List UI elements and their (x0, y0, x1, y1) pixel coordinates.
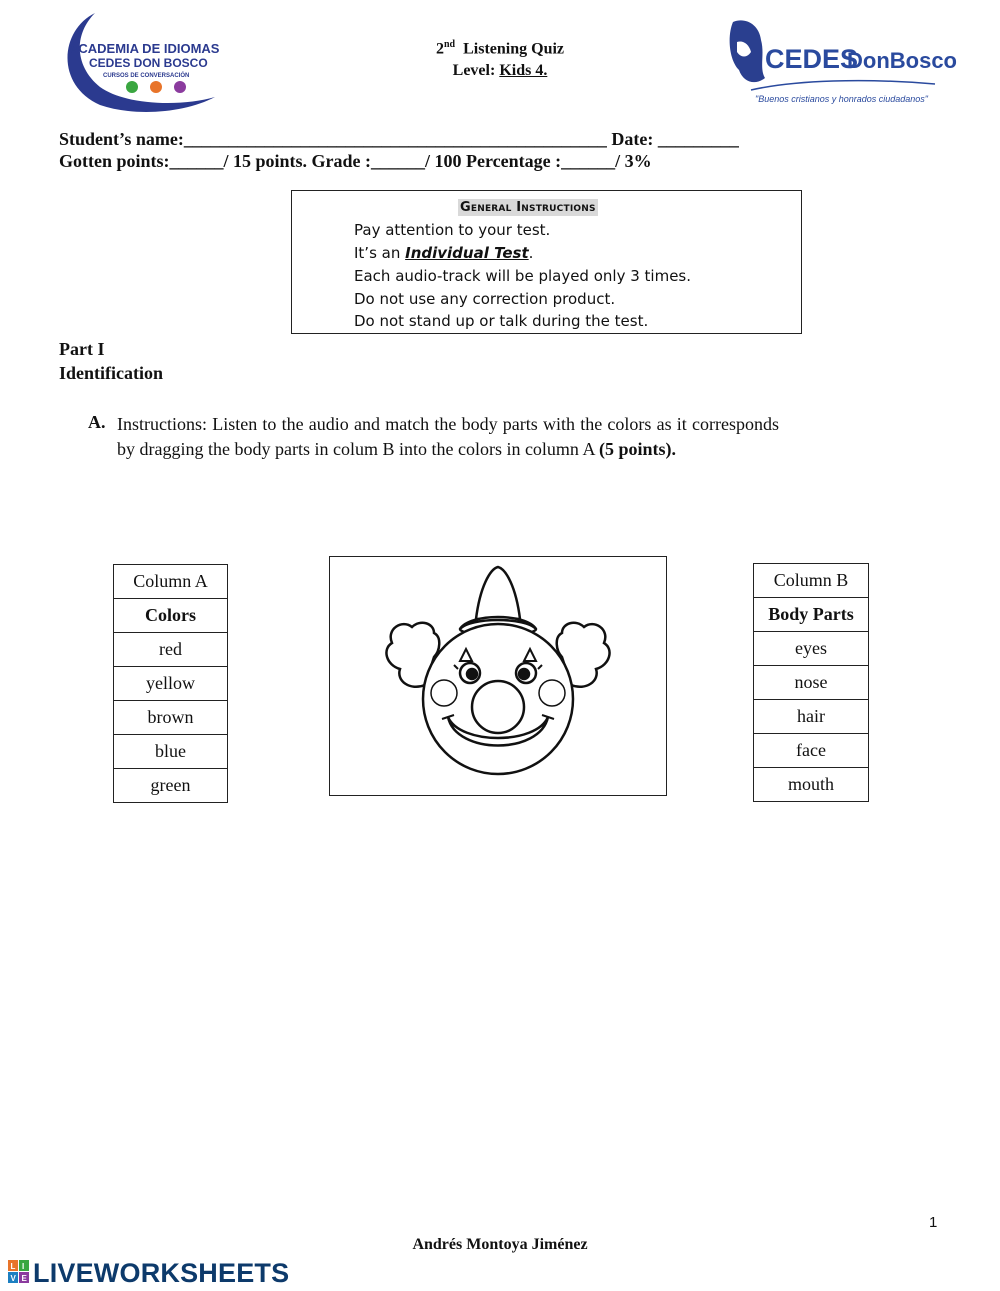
svg-text:E: E (21, 1274, 27, 1283)
svg-text:V: V (10, 1274, 16, 1283)
logo-right-motto: "Buenos cristianos y honrados ciudadanos" (755, 94, 928, 104)
section-a-instructions: Instructions: Listen to the audio and match the body parts with the colors as it corresponds by dragging the body parts in colum B into the colors in column A (5 points). (117, 414, 779, 459)
column-b-header: Body Parts (754, 598, 869, 632)
page-number: 1 (929, 1214, 938, 1231)
body-part-nose[interactable]: nose (754, 666, 869, 700)
student-name-date-line: Student’s name:_______________________________________________ Date: _________ (59, 129, 739, 149)
part-subtitle: Identification (59, 363, 164, 383)
color-green-cell[interactable]: green (114, 769, 228, 803)
logo-right-name-b: DonBosco (847, 48, 957, 73)
svg-text:L: L (10, 1262, 16, 1271)
body-part-hair[interactable]: hair (754, 700, 869, 734)
column-a-title: Column A (114, 565, 228, 599)
column-a-table (113, 564, 228, 803)
part-title: Part I (59, 339, 105, 359)
body-part-eyes[interactable]: eyes (754, 632, 869, 666)
logo-right-name-a: CEDES (765, 44, 859, 74)
liveworksheets-text: LIVEWORKSHEETS (33, 1258, 290, 1288)
body-part-face[interactable]: face (754, 734, 869, 768)
logo-left-line3: CURSOS DE CONVERSACIÓN (103, 73, 190, 79)
color-blue-cell[interactable]: blue (114, 735, 228, 769)
author-name: Andrés Montoya Jiménez (412, 1236, 588, 1253)
general-instructions-box (291, 190, 802, 334)
color-yellow-cell[interactable]: yellow (114, 667, 228, 701)
liveworksheets-mark-icon (8, 1260, 30, 1284)
instruction-2: It’s an Individual Test. (354, 244, 534, 262)
section-a-label: A. (88, 412, 106, 432)
svg-text:I: I (22, 1262, 25, 1271)
column-b-table (753, 563, 869, 802)
points-grade-line: Gotten points:______/ 15 points. Grade :______/ 100 Percentage :______/ 3% (59, 151, 652, 171)
logo-left-line2: CEDES DON BOSCO (89, 56, 208, 70)
color-red-cell[interactable]: red (114, 633, 228, 667)
instruction-5: Do not stand up or talk during the test. (354, 312, 649, 330)
instruction-4: Do not use any correction product. (354, 290, 616, 308)
academia-logo (55, 5, 240, 115)
logo-left-line1: ACADEMIA DE IDIOMAS (69, 41, 220, 56)
quiz-title: 2nd Listening Quiz Level: Kids 4. (435, 39, 565, 80)
color-brown-cell[interactable]: brown (114, 701, 228, 735)
column-a-header: Colors (114, 599, 228, 633)
body-part-mouth[interactable]: mouth (754, 768, 869, 802)
instructions-heading: General Instructions (460, 200, 596, 215)
column-b-title: Column B (754, 564, 869, 598)
cedes-don-bosco-logo (725, 12, 957, 112)
instruction-1: Pay attention to your test. (354, 221, 551, 239)
clown-picture (329, 556, 667, 796)
instruction-3: Each audio-track will be played only 3 times. (354, 267, 692, 285)
